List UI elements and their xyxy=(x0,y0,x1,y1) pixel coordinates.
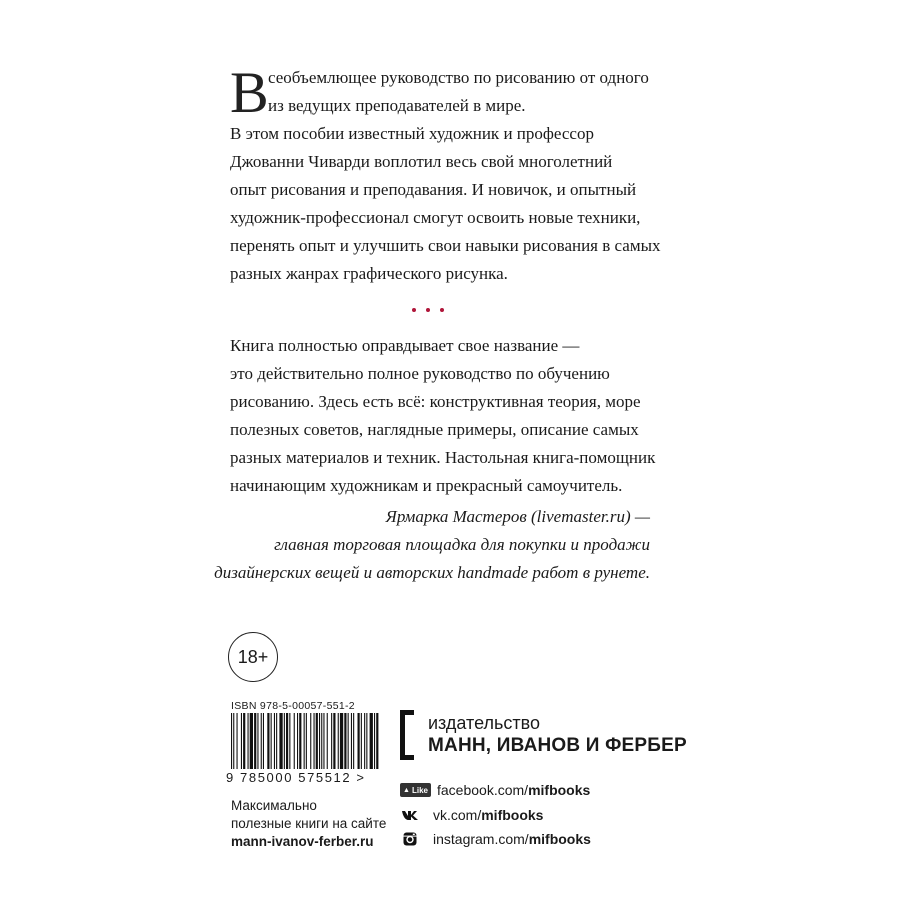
barcode-bar xyxy=(316,713,318,769)
barcode-bar xyxy=(366,713,367,769)
vk-url-prefix: vk.com/ xyxy=(433,807,482,823)
facebook-handle: mifbooks xyxy=(528,782,591,798)
intro-line: опыт рисования и преподавания. И новичок, и опытный xyxy=(230,180,637,199)
review-line: полезных советов, наглядные примеры, описание самых xyxy=(230,420,639,439)
review-quote xyxy=(230,332,710,500)
barcode-bar xyxy=(243,713,245,769)
publisher-slogan xyxy=(231,797,386,851)
barcode-bar xyxy=(348,713,349,769)
barcode-bar xyxy=(364,713,365,769)
barcode-bar xyxy=(344,713,346,769)
review-line: это действительно полное руководство по обучению xyxy=(230,364,610,383)
barcode-bar xyxy=(241,713,242,769)
barcode-bar xyxy=(333,713,335,769)
review-line: разных материалов и техник. Настольная книга-помощник xyxy=(230,448,656,467)
intro-line: художник-профессионал смогут освоить новые техники, xyxy=(230,208,641,227)
barcode-bar xyxy=(299,713,301,769)
barcode-bar xyxy=(297,713,298,769)
barcode-bar xyxy=(248,713,249,769)
barcode-bar xyxy=(338,713,339,769)
age-rating-badge: 18+ xyxy=(228,632,278,682)
publisher-label: издательство xyxy=(428,713,540,733)
instagram-link[interactable] xyxy=(400,831,591,847)
barcode-bar xyxy=(353,713,354,769)
barcode-bar xyxy=(257,713,258,769)
barcode-bar xyxy=(304,713,305,769)
publisher-website-link[interactable]: mann-ivanov-ferber.ru xyxy=(231,834,374,849)
barcode-bar xyxy=(374,713,375,769)
publisher-name: МАНН, ИВАНОВ И ФЕРБЕР xyxy=(428,735,687,756)
instagram-handle: mifbooks xyxy=(528,831,591,847)
review-line: рисованию. Здесь есть всё: конструктивная теория, море xyxy=(230,392,641,411)
barcode-bar xyxy=(271,713,272,769)
barcode-bar xyxy=(263,713,264,769)
barcode-bar xyxy=(231,713,232,769)
vk-handle: mifbooks xyxy=(481,807,544,823)
barcode-bar xyxy=(250,713,253,769)
intro-line: В этом пособии известный художник и профессор xyxy=(230,124,594,143)
attribution-line: главная торговая площадка для покупки и продажи xyxy=(274,535,650,554)
facebook-link[interactable] xyxy=(400,782,590,798)
drop-cap: В xyxy=(230,60,269,125)
publisher-bracket-icon xyxy=(400,710,414,760)
barcode-bar xyxy=(284,713,285,769)
barcode-bar xyxy=(276,713,277,769)
barcode-bar xyxy=(321,713,322,769)
attribution-line: Ярмарка Мастеров (livemaster.ru) — xyxy=(385,507,650,526)
barcode-bar xyxy=(294,713,295,769)
isbn-label: ISBN 978-5-00057-551-2 xyxy=(231,700,355,712)
barcode-bar xyxy=(319,713,320,769)
barcode-bar xyxy=(314,713,315,769)
intro-line: Джованни Чиварди воплотил весь свой многолетний xyxy=(230,152,613,171)
barcode-bar xyxy=(279,713,282,769)
barcode-bar xyxy=(370,713,373,769)
barcode-bar xyxy=(237,713,238,769)
barcode-bar xyxy=(261,713,262,769)
review-line: начинающим художникам и прекрасный самоучитель. xyxy=(230,476,623,495)
section-divider-dots xyxy=(412,308,472,318)
barcode-icon xyxy=(231,713,379,769)
barcode-bar xyxy=(289,713,290,769)
intro-line: разных жанрах графического рисунка. xyxy=(230,264,508,283)
intro-line: перенять опыт и улучшить свои навыки рисования в самых xyxy=(230,236,661,255)
barcode-bar xyxy=(233,713,234,769)
vk-link[interactable] xyxy=(400,807,543,823)
slogan-line: Максимально xyxy=(231,798,317,813)
divider-dot xyxy=(412,308,416,312)
barcode-bar xyxy=(327,713,328,769)
divider-dot xyxy=(440,308,444,312)
vk-icon xyxy=(400,808,420,822)
barcode-bar xyxy=(376,713,378,769)
intro-line: из ведущих преподавателей в мире. xyxy=(268,96,526,115)
barcode-bar xyxy=(274,713,275,769)
intro-paragraph xyxy=(230,60,700,288)
barcode-bar xyxy=(254,713,256,769)
divider-dot xyxy=(426,308,430,312)
barcode-bar xyxy=(358,713,360,769)
barcode-bar xyxy=(351,713,352,769)
quote-attribution xyxy=(214,503,650,587)
slogan-line: полезные книги на сайте xyxy=(231,816,387,831)
facebook-like-icon: ▲ Like xyxy=(400,783,431,797)
intro-line: сеобъемлющее руководство по рисованию от одного xyxy=(268,68,649,87)
barcode-bar xyxy=(310,713,311,769)
barcode-bar xyxy=(267,713,269,769)
barcode-bar xyxy=(306,713,307,769)
barcode-bar xyxy=(361,713,362,769)
barcode-bar xyxy=(286,713,288,769)
attribution-line: дизайнерских вещей и авторских handmade работ в рунете. xyxy=(214,563,650,582)
instagram-url-prefix: instagram.com/ xyxy=(433,831,529,847)
barcode-bar xyxy=(331,713,332,769)
barcode-bar xyxy=(340,713,343,769)
barcode-bar xyxy=(323,713,324,769)
facebook-url-prefix: facebook.com/ xyxy=(437,782,529,798)
instagram-icon xyxy=(400,832,420,846)
barcode-digits: 9 785000 575512 > xyxy=(226,770,366,785)
review-line: Книга полностью оправдывает свое название — xyxy=(230,336,580,355)
